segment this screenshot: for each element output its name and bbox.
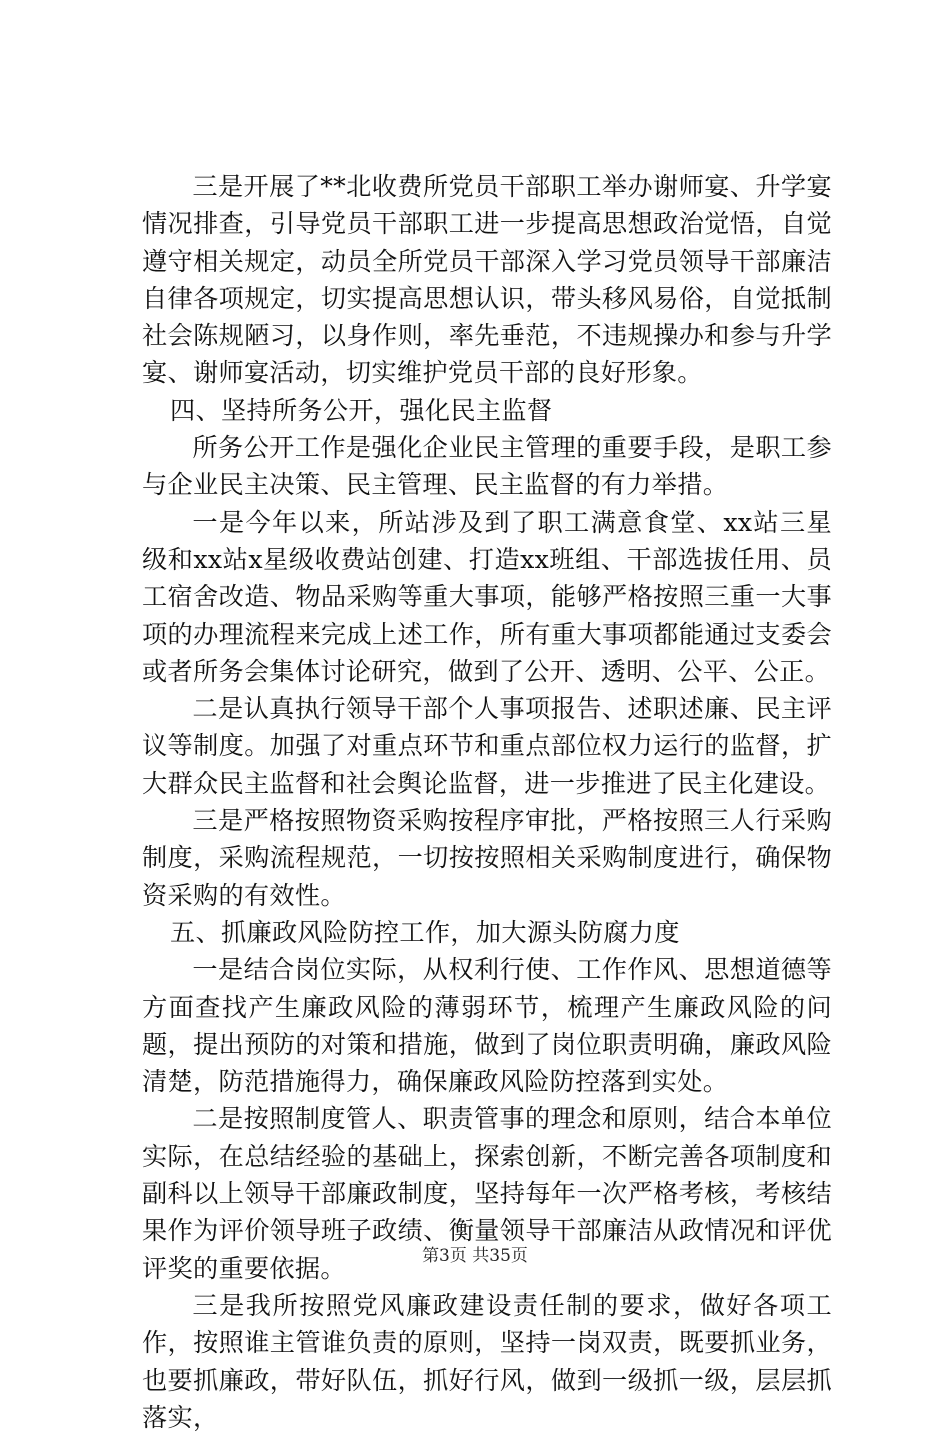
paragraph: 二是认真执行领导干部个人事项报告、述职述廉、民主评议等制度。加强了对重点环节和重点部位权力运行的监督，扩大群众民主监督和社会舆论监督，进一步推进了民主化建设。 [142, 694, 832, 798]
paragraph: 三是我所按照党风廉政建设责任制的要求，做好各项工作，按照谁主管谁负责的原则，坚持一岗双责，既要抓业务，也要抓廉政，带好队伍，抓好行风，做到一级抓一级，层层抓落实， [142, 1290, 832, 1432]
paragraph: 二是按照制度管人、职责管事的理念和原则，结合本单位实际，在总结经验的基础上，探索创新，不断完善各项制度和副科以上领导干部廉政制度，坚持每年一次严格考核，考核结果作为评价领导班子政绩、衡量领导干部廉洁从政情况和评优评奖的重要依据。 [142, 1104, 832, 1283]
section-heading: 四、坚持所务公开，强化民主监督 [170, 395, 553, 425]
paragraph: 一是今年以来，所站涉及到了职工满意食堂、xx站三星级和xx站x星级收费站创建、打造xx班组、干部选拔任用、员工宿舍改造、物品采购等重大事项，能够严格按照三重一大事项的办理流程来完成上述工作，所有重大事项都能通过支委会或者所务会集体讨论研究，做到了公开、透明、公平、公正。 [142, 507, 832, 686]
paragraph: 三是严格按照物资采购按程序审批，严格按照三人行采购制度，采购流程规范，一切按按照相关采购制度进行，确保物资采购的有效性。 [142, 806, 832, 910]
page-footer: 第3页 共35页 [422, 1246, 528, 1266]
paragraph: 所务公开工作是强化企业民主管理的重要手段，是职工参与企业民主决策、民主管理、民主监督的有力举措。 [142, 433, 832, 500]
paragraph: 三是开展了**北收费所党员干部职工举办谢师宴、升学宴情况排查，引导党员干部职工进一步提高思想政治觉悟，自觉遵守相关规定，动员全所党员干部深入学习党员领导干部廉洁自律各项规定，切实提高思想认识，带头移风易俗，自觉抵制社会陈规陋习，以身作则，率先垂范，不违规操办和参与升学宴、谢师宴活动，切实维护党员干部的良好形象。 [142, 172, 832, 388]
paragraph: 一是结合岗位实际，从权利行使、工作作风、思想道德等方面查找产生廉政风险的薄弱环节，梳理产生廉政风险的问题，提出预防的对策和措施，做到了岗位职责明确，廉政风险清楚，防范措施得力，确保廉政风险防控落到实处。 [142, 955, 832, 1097]
section-heading: 五、抓廉政风险防控工作，加大源头防腐力度 [170, 917, 680, 947]
